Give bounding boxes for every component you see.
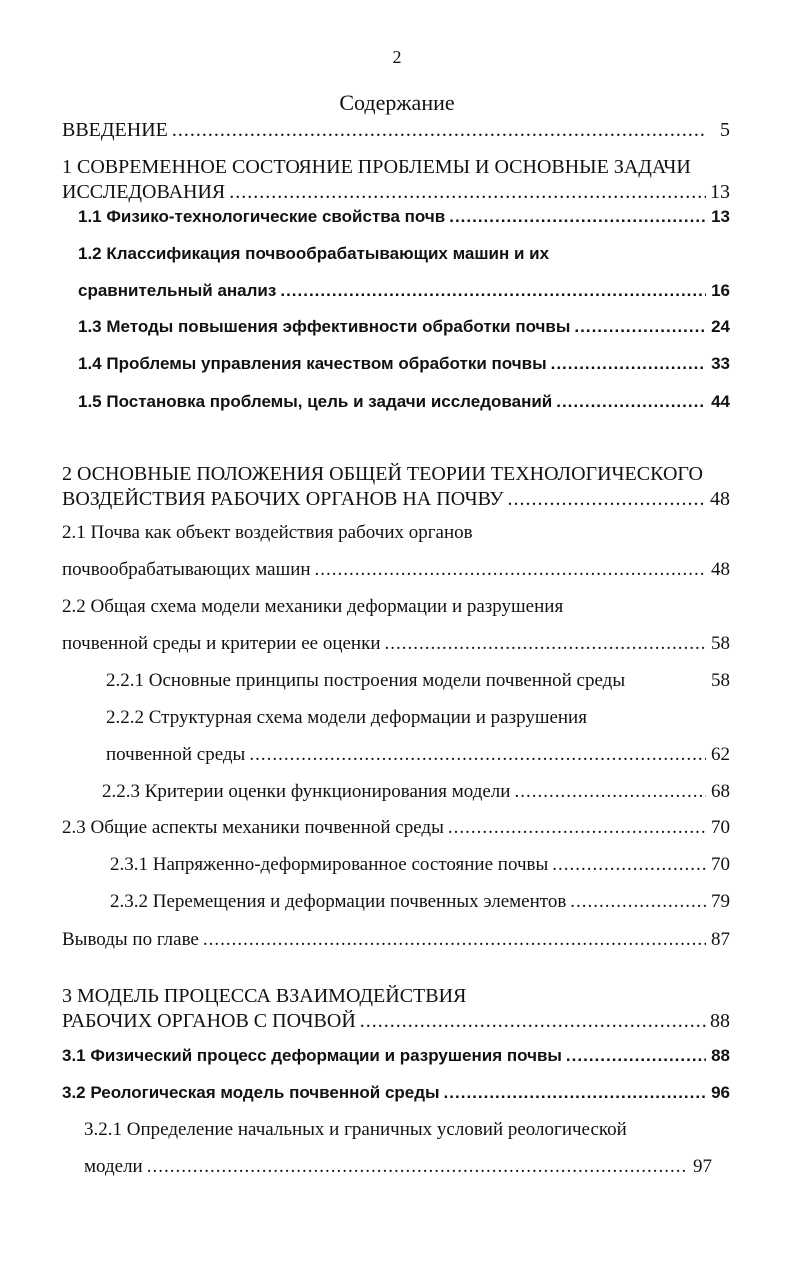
toc-leader bbox=[444, 816, 706, 840]
toc-entry bbox=[84, 1118, 627, 1142]
toc-entry-text: 2.3.1 Напряженно-деформированное состояние почвы bbox=[110, 854, 549, 875]
toc-entry bbox=[62, 632, 730, 656]
toc-entry bbox=[110, 853, 730, 877]
toc-entry-page: 13 bbox=[710, 181, 730, 203]
toc-entry-text: 1.3 Методы повышения эффективности обработки почвы bbox=[78, 317, 571, 336]
toc-entry bbox=[62, 1044, 730, 1068]
toc-entry-text: 1.2 Классификация почвообрабатывающих машин и их bbox=[78, 244, 550, 263]
toc-entry-text: РАБОЧИХ ОРГАНОВ С ПОЧВОЙ bbox=[62, 1010, 356, 1032]
toc-entry-text: 2.2.1 Основные принципы построения модели почвенной среды bbox=[106, 670, 626, 691]
toc-entry-page: 16 bbox=[711, 281, 730, 300]
toc-leader bbox=[225, 180, 706, 204]
toc-leader bbox=[356, 1009, 706, 1033]
toc-entry bbox=[110, 890, 730, 914]
toc-entry-text: сравнительный анализ bbox=[78, 281, 277, 300]
toc-leader bbox=[570, 315, 706, 339]
toc-entry-text: 1 СОВРЕМЕННОЕ СОСТОЯНИЕ ПРОБЛЕМЫ И ОСНОВНЫЕ ЗАДАЧИ bbox=[62, 156, 691, 178]
toc-entry-text: почвенной среды bbox=[106, 744, 246, 765]
toc-entry-text: почвенной среды и критерии ее оценки bbox=[62, 633, 381, 654]
toc-entry bbox=[78, 279, 730, 303]
toc-entry-page: 97 bbox=[693, 1156, 712, 1177]
toc-entry-page: 96 bbox=[711, 1083, 730, 1102]
toc-entry-page: 58 bbox=[711, 670, 730, 691]
toc-entry-text: 3 МОДЕЛЬ ПРОЦЕССА ВЗАИМОДЕЙСТВИЯ bbox=[62, 985, 467, 1007]
toc-entry-page: 5 bbox=[720, 119, 730, 141]
toc-entry bbox=[78, 205, 730, 229]
toc-leader bbox=[445, 205, 706, 229]
toc-entry-page: 24 bbox=[711, 317, 730, 336]
toc-leader bbox=[381, 632, 706, 656]
toc-entry-text: 2 ОСНОВНЫЕ ПОЛОЖЕНИЯ ОБЩЕЙ ТЕОРИИ ТЕХНОЛОГИЧЕСКОГО bbox=[62, 463, 703, 485]
toc-entry bbox=[78, 242, 549, 266]
toc-entry bbox=[106, 706, 587, 730]
toc-leader bbox=[311, 558, 706, 582]
toc-entry-text: 2.3 Общие аспекты механики почвенной среды bbox=[62, 817, 444, 838]
toc-entry bbox=[106, 669, 730, 693]
toc-entry bbox=[62, 487, 730, 511]
toc-leader bbox=[547, 352, 706, 376]
toc-entry-text: 1.4 Проблемы управления качеством обработки почвы bbox=[78, 354, 547, 373]
toc-entry bbox=[62, 462, 703, 486]
toc-entry bbox=[62, 595, 563, 619]
toc-entry-page: 87 bbox=[711, 929, 730, 950]
toc-entry-text: 2.2 Общая схема модели механики деформации и разрушения bbox=[62, 596, 564, 617]
toc-entry-text: ВВЕДЕНИЕ bbox=[62, 119, 168, 141]
toc-leader bbox=[566, 890, 706, 914]
toc-entry bbox=[62, 984, 466, 1008]
toc-entry-text: ВОЗДЕЙСТВИЯ РАБОЧИХ ОРГАНОВ НА ПОЧВУ bbox=[62, 488, 504, 510]
page-number: 2 bbox=[392, 47, 402, 67]
toc-entry bbox=[102, 780, 730, 804]
toc-leader bbox=[168, 118, 706, 142]
toc-entry-page: 79 bbox=[711, 891, 730, 912]
toc-entry-text: 2.2.2 Структурная схема модели деформации и разрушения bbox=[106, 707, 587, 728]
toc-entry bbox=[78, 352, 730, 376]
toc-entry bbox=[62, 1081, 730, 1105]
toc-entry-page: 62 bbox=[711, 744, 730, 765]
toc-entry-page: 44 bbox=[711, 392, 730, 411]
toc-entry-text: 2.3.2 Перемещения и деформации почвенных элементов bbox=[110, 891, 567, 912]
toc-entry-text: 3.1 Физический процесс деформации и разрушения почвы bbox=[62, 1046, 562, 1065]
toc-entry-text: 2.1 Почва как объект воздействия рабочих органов bbox=[62, 522, 473, 543]
toc-entry-page: 70 bbox=[711, 854, 730, 875]
toc-entry bbox=[62, 521, 473, 545]
toc-entry bbox=[62, 928, 730, 952]
toc-entry-page: 68 bbox=[711, 781, 730, 802]
toc-leader bbox=[504, 487, 706, 511]
toc-entry bbox=[78, 390, 730, 414]
toc-entry-text: 3.2.1 Определение начальных и граничных условий реологической bbox=[84, 1119, 627, 1140]
toc-entry-text: модели bbox=[84, 1156, 143, 1177]
toc-entry-text: 1.5 Постановка проблемы, цель и задачи исследований bbox=[78, 392, 553, 411]
toc-entry-page: 70 bbox=[711, 817, 730, 838]
toc-entry-page: 33 bbox=[711, 354, 730, 373]
toc-entry-text: 2.2.3 Критерии оценки функционирования модели bbox=[102, 781, 511, 802]
toc-entry bbox=[62, 816, 730, 840]
toc-leader bbox=[552, 390, 706, 414]
toc-entry-text: почвообрабатывающих машин bbox=[62, 559, 311, 580]
toc-entry-page: 88 bbox=[710, 1010, 730, 1032]
toc-entry bbox=[78, 315, 730, 339]
toc-entry-page: 88 bbox=[711, 1046, 730, 1065]
toc-entry bbox=[62, 155, 691, 179]
toc-entry-page: 13 bbox=[711, 207, 730, 226]
toc-entry-text: 3.2 Реологическая модель почвенной среды bbox=[62, 1083, 440, 1102]
toc-leader bbox=[440, 1081, 706, 1105]
toc-entry bbox=[62, 118, 730, 142]
toc-entry-text: ИССЛЕДОВАНИЯ bbox=[62, 181, 226, 203]
toc-entry-page: 58 bbox=[711, 633, 730, 654]
toc-leader bbox=[562, 1044, 706, 1068]
toc-leader bbox=[245, 743, 706, 767]
toc-entry-text: 1.1 Физико-технологические свойства почв bbox=[78, 207, 446, 226]
toc-leader bbox=[548, 853, 706, 877]
toc-entry-text: Выводы по главе bbox=[62, 929, 199, 950]
toc-leader bbox=[199, 928, 706, 952]
toc-entry bbox=[106, 743, 730, 767]
toc-leader bbox=[510, 780, 706, 804]
toc-entry bbox=[62, 1009, 730, 1033]
toc-leader bbox=[143, 1155, 688, 1179]
toc-entry bbox=[62, 558, 730, 582]
toc-leader bbox=[276, 279, 706, 303]
toc-entry-page: 48 bbox=[710, 488, 730, 510]
toc-entry bbox=[62, 180, 730, 204]
page-title: Содержание bbox=[339, 90, 455, 115]
toc-entry bbox=[84, 1155, 712, 1179]
toc-entry-page: 48 bbox=[711, 559, 730, 580]
